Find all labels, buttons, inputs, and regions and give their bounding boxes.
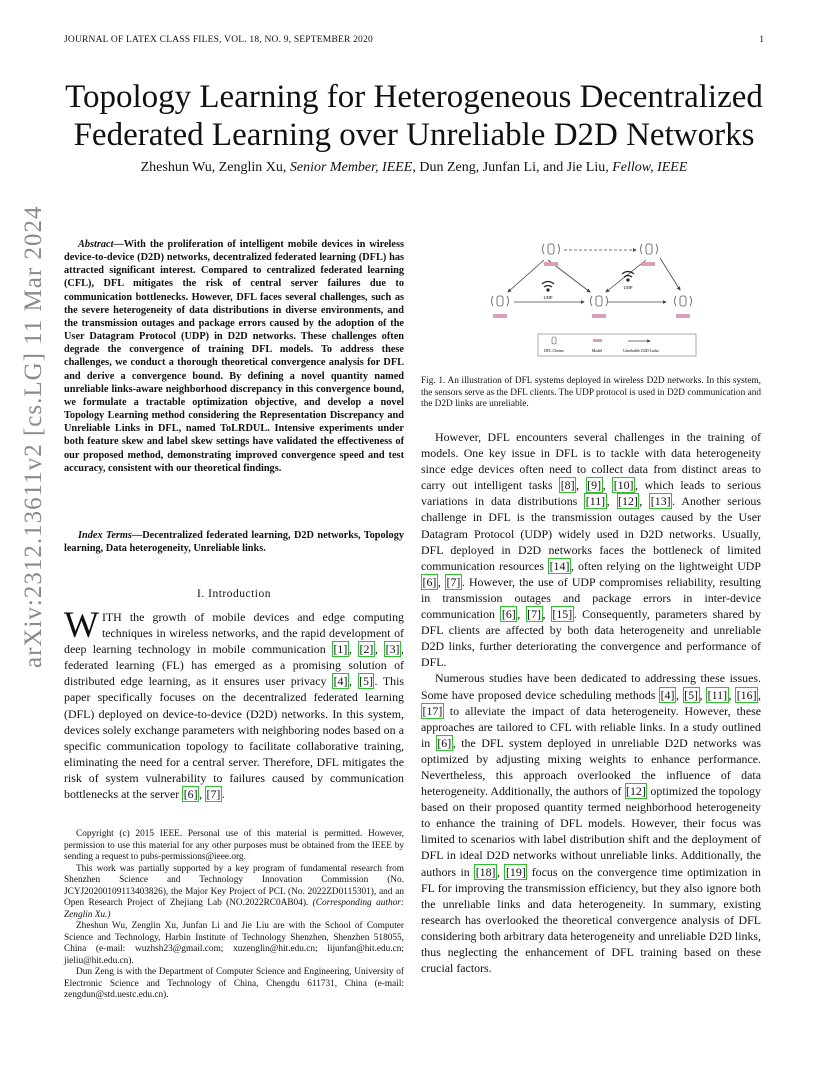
citation-link[interactable]: [6] — [422, 574, 437, 589]
journal-header: JOURNAL OF LATEX CLASS FILES, VOL. 18, NO. 9, SEPTEMBER 2020 — [64, 35, 373, 45]
citation-link[interactable]: [5] — [684, 687, 698, 702]
citation-link[interactable]: [14] — [549, 558, 570, 573]
body-text: . Another serious challenge in DFL is the transmission outages caused by the User Datagram Protocol (UDP) widely used in D2D networks. Usually, DFL deployed in D2D networks faces the bottleneck of limited communication resources — [421, 494, 761, 573]
citation-link[interactable]: [3] — [385, 642, 400, 657]
paragraph-related-work: Numerous studies have been dedicated to addressing these issues. Some have proposed device scheduling methods [4] , [5] , [11] , [16] , [17] to alleviate the impact of data heterogeneity. However, these approaches are tailored to CFL with reliable links. In a study outlined in [6] , the DFL system deployed in unreliable D2D networks was optimized by adjusting mixing weights to enhance performance. Nevertheless, this approach overlooked the influence of data heterogeneity. Additionally, the authors of [12] optimized the topology based on their proposed quantity termed neighborhood heterogeneity to enhance the training of DFL models. However, their focus was limited to scenarios with label distribution shift and the deployment of DFL in ideal D2D networks without unreliable links. Additionally, the authors in [18] , [19] focus on the convergence time optimization in FL for improving the transmission efficiency, but they also ignore both the unreliable links and data heterogeneity. In summary, existing research has overlooked the theoretical convergence analysis of DFL considering both arbitrary data heterogeneity and unreliable D2D links, thus neglecting the enhancement of DFL training based on these crucial factors. — [421, 671, 762, 976]
author-names-2: , Dun Zeng, Junfan Li, and Jie Liu, — [412, 160, 609, 175]
sensor-node-icon — [492, 244, 692, 306]
paragraph-challenges: However, DFL encounters several challenges in the training of models. One key issue in DFL is to tackle with data heterogeneity since edge devices often need to collect data from distinct areas to carry out intelligent tasks [8] , [9] , [10] , which leads to serious variations in data distributions [11] , [12] , [13] . Another serious challenge in DFL is the transmission outages caused by the User Datagram Protocol (UDP) widely used in D2D networks. Usually, DFL deployed in D2D networks faces the bottleneck of limited communication resources [14] , often relying on the lightweight UDP [6] , [7] . However, the use of UDP compromises reliability, resulting in transmission outages and package errors in inter-device communication [6] , [7] , [15] . Consequently, parameters shared by DFL clients are affected by both data heterogeneity and unreliable D2D links, further deteriorating the convergence and performance of DFL. — [421, 430, 762, 670]
title-line-1: Topology Learning for Heterogeneous Decentralized — [65, 79, 763, 115]
body-text: , which leads to serious variations in data distributions — [421, 478, 761, 509]
model-icon — [493, 262, 690, 318]
author-role-2: Fellow, IEEE — [612, 160, 688, 175]
section-heading-introduction: I. Introduction — [197, 588, 271, 600]
body-text: to alleviate the impact of data heterogeneity. However, these approaches are tailored to CFL with reliable links. In a study outlined in — [421, 703, 761, 750]
body-text: . However, the use of UDP compromises reliability, resulting in transmission outages and package errors in inter-device communication — [421, 574, 761, 622]
citation-link[interactable]: [6] — [183, 787, 198, 802]
udp-label-1: UDP — [543, 295, 553, 300]
citation-link[interactable]: [7] — [206, 787, 221, 802]
udp-label-2: UDP — [623, 285, 633, 290]
index-terms-label: Index Terms — [78, 530, 132, 541]
citation-link[interactable]: [4] — [333, 674, 348, 689]
author-list — [40, 160, 788, 176]
index-terms — [64, 529, 404, 555]
citation-link[interactable]: [12] — [618, 494, 638, 509]
citation-link[interactable]: [7] — [527, 607, 542, 622]
drop-cap: W — [64, 605, 99, 646]
funding-text: This work was partially supported by a key program of fundamental research from Shenzhen Science and Technology Innovation Commission (No. JCYJ20200109113403826), the Major Key Project of PCL (No. 2022ZD0115301), and an Open Research Project of Zhejiang Lab (NO.2022RC0AB04). — [64, 863, 404, 908]
legend-model: Model — [591, 348, 603, 353]
citation-link[interactable]: [18] — [475, 864, 496, 879]
legend-clients: DFL Clients — [544, 348, 564, 353]
body-text: focus on the convergence time optimization in FL for improving the transmission efficiency, but they also ignore both the unreliable links and data heterogeneity. In summary, existing research has overlooked the theoretical convergence analysis of DFL considering both arbitrary data heterogeneity and unreliable D2D links, thus neglecting the enhancement of DFL training based on these crucial factors. — [421, 864, 762, 976]
figure-1-caption: Fig. 1. An illustration of DFL systems deployed in wireless D2D networks. In this system, the sensors serve as the DFL clients. The UDP protocol is used in D2D communication and the D2D links are unreliable. — [421, 376, 761, 409]
affiliation-1: Zheshun Wu, Zenglin Xu, Junfan Li and Jie Liu are with the School of Computer Science and Technology, Harbin Institute of Technology Shenzhen, Shenzhen 518055, China (e-mail: wuzhsh23@gmail.com; xuzenglin@hit.edu.cn; lijunfan@hit.edu.cn; jieliu@hit.edu.cn). — [64, 921, 404, 966]
corresponding-author: (Corresponding author: Zenglin Xu.) — [64, 898, 404, 920]
citation-link[interactable]: [8] — [560, 478, 575, 493]
page-number: 1 — [759, 35, 764, 45]
body-text: Numerous studies have been dedicated to addressing these issues. Some have proposed device scheduling methods — [421, 671, 761, 702]
citation-link[interactable]: [7] — [446, 574, 461, 589]
intro-text: , federated learning (FL) has emerged as a promising solution of distributed edge learning, as it ensures user privacy — [64, 642, 404, 689]
citation-link[interactable]: [1] — [333, 642, 348, 657]
abstract-text: —With the proliferation of intelligent mobile devices in wireless device-to-device (D2D) networks, decentralized federated learning (DFL) has attracted significant interest. Compared to centralized federated learning (CFL), DFL mitigates the risk of central server failures due to communication bottlenecks. However, DFL faces several challenges, such as the severe heterogeneity of data distributions in diverse environments, and the transmission outages and package errors caused by the adoption of the User Datagram Protocol (UDP) in D2D networks. These challenges often degrade the convergence of training DFL models. To address these challenges, we conduct a thorough theoretical convergence analysis for DFL and derive a convergence bound. By defining a novel quantity named unreliable links-aware neighborhood discrepancy in this convergence bound, we formulate a tractable optimization objective, and develop a novel Topology Learning method considering the Representation Discrepancy and Unreliable Links in DFL, named ToLRDUL. Intensive experiments under both feature skew and label skew settings have validated the effectiveness of our proposed method, demonstrating improved convergence speed and test accuracy, consistent with our theoretical findings. — [64, 239, 404, 474]
footnotes — [64, 829, 404, 1002]
body-text: . Consequently, parameters shared by DFL clients are affected by both data heterogeneity and unreliable D2D links, further deteriorating the convergence and performance of DFL. — [421, 607, 761, 670]
wifi-icon — [542, 272, 634, 292]
body-text: , the DFL system deployed in unreliable D2D networks was optimized by adjusting mixing weights to enhance performance. Nevertheless, this approach overlooked the influence of data heterogeneity. Additionally, the authors of — [421, 735, 761, 799]
abstract-label: Abstract — [78, 239, 114, 250]
citation-link[interactable]: [9] — [587, 478, 602, 493]
arxiv-stamp: arXiv:2312.13611v2 [cs.LG] 11 Mar 2024 — [20, 205, 47, 668]
citation-link[interactable]: [16] — [736, 687, 757, 702]
legend-links: Unreliable D2D Links — [623, 348, 659, 353]
citation-link[interactable]: [4] — [660, 687, 675, 702]
citation-link[interactable]: [11] — [707, 687, 728, 702]
right-column-body — [421, 429, 761, 976]
funding-note — [64, 864, 404, 922]
citation-link[interactable]: [12] — [626, 784, 646, 799]
author-role-1: Senior Member, IEEE — [289, 160, 413, 175]
intro-text: . — [221, 787, 225, 802]
copyright-notice: Copyright (c) 2015 IEEE. Personal use of this material is permitted. However, permission to use this material for any other purposes must be obtained from the IEEE by sending a request to pubs-permissions@ieee.org. — [64, 829, 404, 862]
citation-link[interactable]: [6] — [501, 607, 516, 622]
citation-link[interactable]: [11] — [585, 494, 606, 509]
author-names-1: Zheshun Wu, Zenglin Xu, — [140, 160, 287, 175]
citation-link[interactable]: [15] — [552, 607, 573, 622]
citation-link[interactable]: [17] — [422, 703, 443, 718]
body-text: However, DFL encounters several challenges in the training of models. One key issue in DFL is to tackle with data heterogeneity since edge devices often need to collect data from distinct areas to carry out intelligent tasks — [421, 430, 761, 493]
intro-text: ITH the growth of mobile devices and edge computing techniques in wireless networks, and the rapid development of deep learning technology in mobile communication — [64, 610, 404, 657]
paper-title — [40, 78, 788, 154]
abstract — [64, 238, 404, 475]
introduction-paragraph: WITH the growth of mobile devices and edge computing techniques in wireless networks, and the rapid development of deep learning technology in mobile communication [1] , [2] , [3] , federated learning (FL) has emerged as a promising solution of distributed edge learning, as it ensures user privacy [4] , [5] . This paper specifically focuses on the decentralized federated learning (DFL) deployed on device-to-device (D2D) networks. In this system, devices solely exchange parameters with neighboring nodes based on a specific communication topology to facilitate collaborative training, eliminating the need for a central server. Therefore, DFL mitigates the risk of system vulnerability to failures caused by communication bottlenecks at the server [6] , [7] . — [64, 605, 404, 802]
body-text: , often relying on the lightweight UDP — [570, 558, 762, 573]
intro-text: . This paper specifically focuses on the decentralized federated learning (DFL) deployed on device-to-device (D2D) networks. In this system, devices solely exchange parameters with neighboring nodes based on a specific communication topology to facilitate collaborative training, eliminating the need for a central server. Therefore, DFL mitigates the risk of system vulnerability to failures caused by communication bottlenecks at the server — [64, 674, 404, 802]
unreliable-link-lines — [508, 250, 680, 302]
figure-1-diagram — [478, 232, 720, 360]
citation-link[interactable]: [10] — [613, 478, 634, 493]
body-text: optimized the topology based on their proposed quantity termed neighborhood heterogeneity to enhance the training of DFL models. However, their focus was limited to scenarios with label distribution shift and the deployment of DFL in ideal D2D networks without unreliable links. Additionally, the authors in — [421, 784, 761, 879]
citation-link[interactable]: [6] — [437, 735, 452, 750]
figure-legend — [538, 334, 696, 356]
citation-link[interactable]: [19] — [505, 864, 526, 879]
title-line-2: Federated Learning over Unreliable D2D Networks — [73, 117, 755, 153]
citation-link[interactable]: [5] — [359, 674, 373, 689]
citation-link[interactable]: [2] — [359, 642, 374, 657]
affiliation-2: Dun Zeng is with the Department of Computer Science and Engineering, University of Electronic Science and Technology of China, Chengdu 611731, China (e-mail: zengdun@std.uestc.edu.cn). — [64, 967, 404, 1000]
index-terms-text: —Decentralized federated learning, D2D networks, Topology learning, Data heterogeneity, Unreliable links. — [64, 530, 404, 555]
citation-link[interactable]: [13] — [650, 494, 671, 509]
